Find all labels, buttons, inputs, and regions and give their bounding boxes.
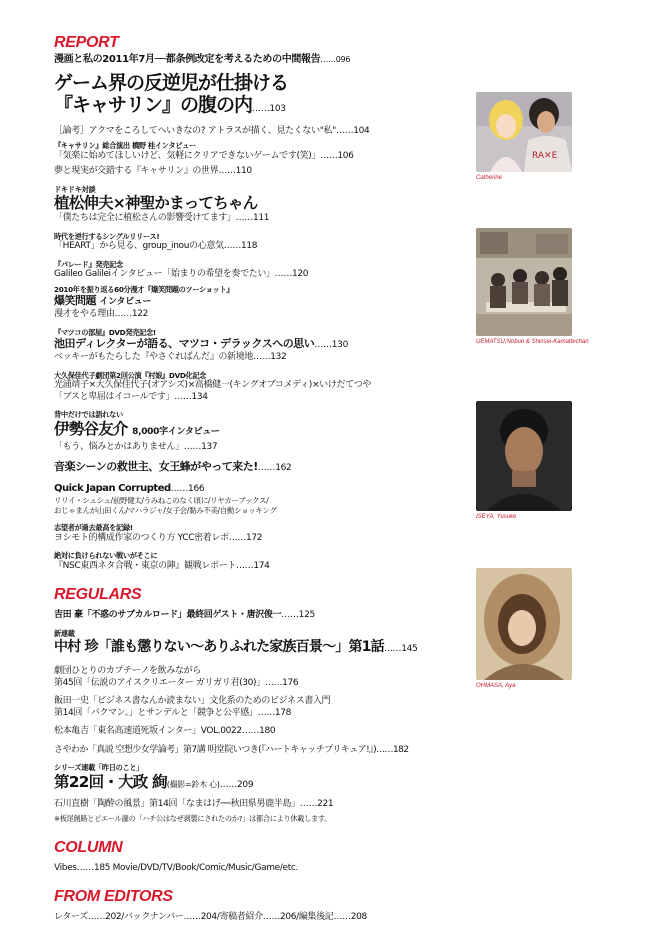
portrait-photo-icon: [476, 568, 572, 680]
portrait-photo-icon: [476, 401, 572, 511]
toc-entry-125[interactable]: 吉田 豪「不惑のサブカルロード」最終回ゲスト・唐沢俊一……125: [54, 610, 315, 620]
photo-block-uematsu: [476, 228, 589, 347]
entry-label: 背中だけでは語れない: [54, 410, 123, 419]
feature-title-matsuko[interactable]: 池田ディレクターが語る、マツコ・デラックスへの思い……130: [54, 337, 348, 350]
toc-entry-132[interactable]: ベッキーがもたらした『やさぐればんだ』の新境地……132: [54, 352, 287, 362]
photo-block-iseya: [476, 401, 572, 520]
photo-caption: Catherine: [476, 175, 503, 181]
entry-description: 光浦靖子×大久保佳代子(オアシズ)×高橋健一(キングオブコメディ)×いけだてつや: [54, 380, 372, 390]
feature-title-iseya[interactable]: 伊勢谷友介 8,000字インタビュー: [54, 419, 220, 438]
qjc-topics-1: リリイ・シュシュ/前野健太/うみねこのなく頃に/リヤカーブックス/: [54, 496, 269, 505]
cover-title-line1: ゲーム界の反逆児が仕掛ける: [54, 71, 289, 94]
entry-label: 大久保佳代子劇団第2回公演『村娘』DVD化記念: [54, 370, 207, 380]
toc-entry-106[interactable]: 「気楽に始めてほしいけど、気軽にクリアできないゲームです(笑)」……106: [54, 150, 354, 161]
feature-title-ohmasa[interactable]: 第22回・大政 絢(撮影=鈴木 心)……209: [54, 772, 254, 791]
entry-label: ドキドキ対談: [54, 184, 96, 194]
entry-label: 飯田一史「ビジネス書なんか読まない」文化系のためのビジネス書入門: [54, 696, 331, 706]
section-column-heading: COLUMN: [54, 838, 123, 856]
suspension-note: ※板尾創路とピエール瀧の「ハチ公はなぜ剥製にされたのか?」は都合により休載します。: [54, 814, 332, 823]
entry-label: 劇団ひとりのカプチーノを飲みながら: [54, 666, 201, 676]
section-regulars-heading: REGULARS: [54, 586, 142, 603]
feature-title-qjc[interactable]: Quick Japan Corrupted……166: [54, 483, 205, 494]
qjc-topics-2: おじゃまんが山田くん/マハラジャ/女子会/黏み不美/自動ショッキング: [54, 506, 277, 515]
entry-label: 『マツコの部屋』DVD発売記念!: [54, 327, 156, 337]
ohmasa-photo: [476, 568, 572, 680]
iseya-photo: [476, 401, 572, 511]
group-photo-icon: [476, 228, 572, 336]
feature-title-uematsu[interactable]: 植松伸夫×神聖かまってちゃん: [54, 194, 258, 212]
photo-caption: UEMATSU,Nobuo & Shinsei-Kamattechan: [476, 339, 589, 345]
svg-text:RA✕E: RA✕E: [532, 151, 558, 161]
toc-entry-137[interactable]: 「もう、悩みとかはありません」……137: [54, 441, 218, 452]
section-report-heading: REPORT: [54, 34, 119, 51]
toc-entry-172[interactable]: ヨシモト的構成作家のつくり方 YCC密着レポ……172: [54, 532, 263, 543]
toc-entry-174[interactable]: 『NSC東西ネタ合戦・東京の陣』観戦レポート……174: [54, 560, 270, 571]
entry-label: 志望者が過去最高を記録!: [54, 523, 133, 532]
toc-entry-180[interactable]: 松本亀吉「東名高速道死坂インター」VOL.0022……180: [54, 726, 276, 736]
feature-title-bakusho[interactable]: 爆笑問題 インタビュー: [54, 294, 152, 307]
section-editors-heading: FROM EDITORS: [54, 888, 173, 905]
toc-entry-122[interactable]: 漫才をやる理由……122: [54, 309, 148, 319]
photo-block-ohmasa: [476, 568, 572, 689]
column-entries[interactable]: Vibes……185 Movie/DVD/TV/Book/Comic/Music/Game/etc.: [54, 862, 298, 873]
feature-title-music[interactable]: 音楽シーンの救世主、女王蜂がやって来た!……162: [54, 460, 292, 473]
catherine-photo: [476, 92, 572, 172]
entry-label: シリーズ連載「昨日のこと」: [54, 763, 144, 772]
photo-caption: OHMASA, Aya: [476, 683, 516, 689]
entry-label: 2010年を振り返る60分漫才『爆笑問題のツーショット』: [54, 284, 234, 294]
toc-entry-110[interactable]: 夢と現実が交錯する『キャサリン』の世界……110: [54, 166, 252, 176]
toc-entry-manga[interactable]: 漫画と私の2011年7月──都条例改定を考えるための中間報告……096: [54, 54, 351, 65]
toc-entry-120[interactable]: Galileo Galileiインタビュー「始まりの希望を奏でたい」……120: [54, 269, 309, 279]
entry-label: 新連載: [54, 628, 75, 638]
toc-entry-134[interactable]: 「ブスと卑屈はイコールです」……134: [54, 391, 208, 402]
catherine-illustration-icon: [476, 92, 572, 172]
toc-entry-178[interactable]: 第14回「バクマン。」とサンデルと「競争と公平感」……178: [54, 707, 292, 718]
cover-feature[interactable]: [54, 72, 464, 120]
toc-entry-176[interactable]: 第45回「伝説のアイスクリエーター ガリガリ君(30)」……176: [54, 677, 299, 688]
entry-label: 『キャサリン』総合演出 橋野 桂インタビュー: [54, 141, 196, 150]
cover-title-line2: 『キャサリン』の腹の内……103: [54, 93, 286, 116]
uematsu-photo: [476, 228, 572, 336]
feature-title-nakamura[interactable]: 中村 珍「誰も懲りない〜ありふれた家族百景〜」第1話……145: [54, 639, 418, 655]
toc-main-column: [54, 34, 464, 924]
toc-entry-111[interactable]: 「僕たちは完全に植松さんの影響受けてます」……111: [54, 213, 270, 223]
entry-label: 時代を逆行するシングルリリース!: [54, 231, 160, 241]
entry-label: 『パレード』発売記念: [54, 259, 123, 269]
toc-entry-182[interactable]: さやわか「真説 空想少女学論考」第7講 明堂院いつき(『ハートキャッチプリキュア!』)……182: [54, 744, 409, 755]
toc-entry-118[interactable]: 「HEART」から見る、group_inouの心意気……118: [54, 241, 258, 251]
entry-label: 絶対に負けられない戦いがそこに: [54, 551, 158, 560]
toc-entry-221[interactable]: 石川直樹「陶酔の風景」第14回「なまはげ──秋田県男鹿半島」……221: [54, 798, 334, 809]
photo-caption: ISEYA, Yusuke: [476, 514, 517, 520]
photo-block-catherine: [476, 92, 572, 181]
toc-entry-104[interactable]: ［論考］アクマをころしてへいきなの? アトラスが描く、見たくない"私"……104: [54, 125, 370, 136]
editors-entries[interactable]: レターズ……202/バックナンバー……204/寄稿者紹介……206/編集後記……208: [54, 912, 367, 922]
